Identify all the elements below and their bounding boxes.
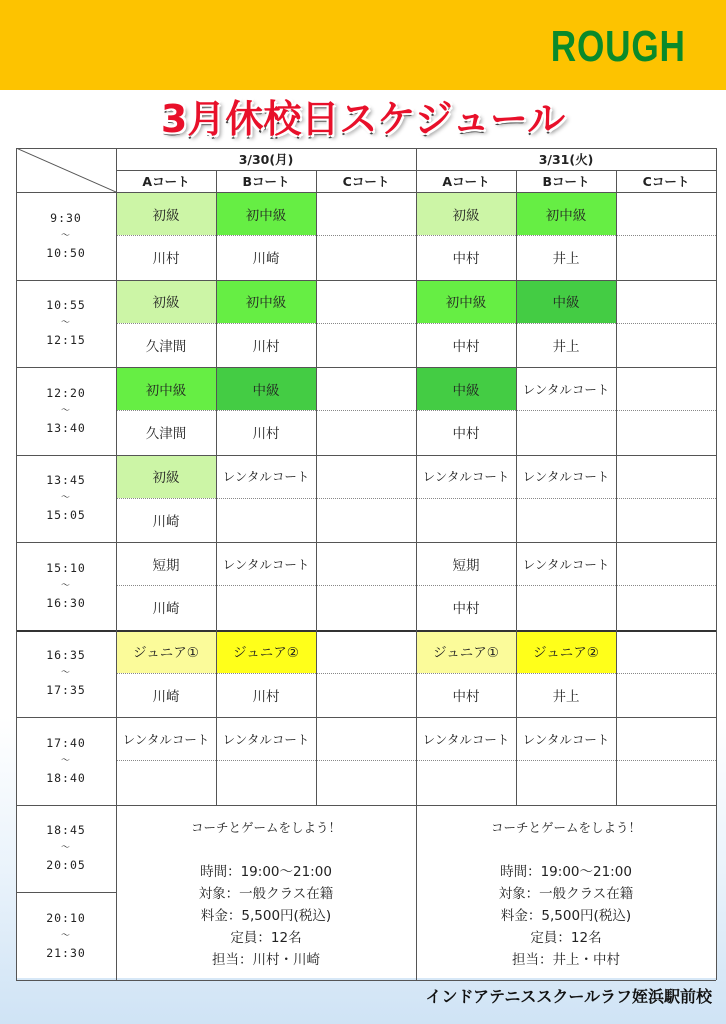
event-line: 担当：川村・川崎: [212, 951, 320, 968]
event-line: 担当：井上・中村: [512, 951, 620, 968]
class-cell: レンタルコート: [522, 731, 610, 747]
coach-cell: 川崎: [252, 251, 280, 268]
coach-cell: [216, 498, 316, 543]
coach-cell: [616, 585, 716, 630]
grid-line: [16, 148, 716, 149]
brand-logo: ROUGH: [550, 22, 686, 71]
coach-cell: [316, 235, 416, 280]
time-separator: 〜: [60, 843, 71, 854]
time-end: 18:40: [46, 770, 86, 785]
coach-cell: 川崎: [152, 688, 180, 705]
coach-cell: [316, 410, 416, 455]
class-cell: 短期: [452, 557, 480, 574]
class-cell: 初中級: [516, 192, 616, 235]
time-start: 15:10: [46, 560, 86, 575]
time-separator: 〜: [60, 230, 71, 241]
court-header: Bコート: [542, 174, 590, 189]
class-cell: レンタルコート: [222, 556, 310, 572]
coach-cell: [316, 673, 416, 718]
coach-cell: [516, 498, 616, 543]
time-slot: [16, 805, 116, 893]
coach-cell: [616, 410, 716, 455]
schedule-table: [16, 148, 716, 978]
class-cell: 中級: [516, 280, 616, 323]
coach-cell: [316, 760, 416, 805]
class-cell: 初級: [116, 280, 216, 323]
class-cell: [616, 630, 716, 673]
coach-cell: [416, 760, 516, 805]
class-cell: [316, 630, 416, 673]
coach-cell: 川村: [252, 338, 280, 355]
class-cell: ジュニア①: [416, 630, 516, 673]
coach-cell: 川村: [252, 688, 280, 705]
class-cell: レンタルコート: [222, 469, 310, 484]
time-slot: [16, 455, 116, 543]
grid-line: [16, 892, 116, 893]
class-cell: 初中級: [416, 280, 516, 323]
class-cell: 中級: [416, 367, 516, 410]
class-cell: [616, 542, 716, 585]
time-end: 15:05: [46, 508, 86, 523]
class-cell: 初中級: [116, 367, 216, 410]
time-separator: 〜: [60, 405, 71, 416]
grid-line: [16, 630, 716, 632]
class-cell: レンタルコート: [122, 731, 210, 747]
time-slot: [16, 542, 116, 630]
time-end: 21:30: [46, 945, 86, 960]
grid-line: [616, 170, 617, 805]
coach-cell: [216, 585, 316, 630]
class-cell: [616, 280, 716, 323]
event-line: 料金：5,500円(税込): [200, 907, 332, 924]
time-start: 17:40: [46, 735, 86, 750]
class-cell: 短期: [152, 557, 180, 574]
class-cell: ジュニア②: [216, 630, 316, 673]
date-header: 3/31(火): [538, 152, 594, 167]
event-line: 対象：一般クラス在籍: [198, 885, 334, 902]
time-separator: 〜: [60, 930, 71, 941]
coach-cell: [616, 235, 716, 280]
coach-cell: [116, 760, 216, 805]
class-cell: レンタルコート: [522, 556, 610, 572]
time-start: 20:10: [46, 910, 86, 925]
coach-cell: 中村: [452, 426, 480, 443]
time-start: 12:20: [46, 385, 86, 400]
class-cell: [616, 367, 716, 410]
class-cell: [316, 717, 416, 760]
coach-cell: [316, 323, 416, 368]
class-cell: 初中級: [216, 280, 316, 323]
coach-cell: 井上: [552, 251, 580, 268]
class-cell: [316, 542, 416, 585]
time-separator: 〜: [60, 318, 71, 329]
grid-line: [416, 148, 417, 980]
court-header: Aコート: [142, 174, 190, 189]
court-header: Bコート: [242, 174, 290, 189]
court-header: Cコート: [642, 174, 690, 189]
time-end: 16:30: [46, 595, 86, 610]
coach-cell: 久津間: [145, 426, 187, 443]
event-line: [116, 839, 416, 861]
time-slot: [16, 717, 116, 805]
grid-line: [16, 148, 17, 980]
time-slot: [16, 192, 116, 280]
time-end: 17:35: [46, 683, 86, 698]
time-separator: 〜: [60, 493, 71, 504]
time-end: 12:15: [46, 333, 86, 348]
coach-cell: 久津間: [145, 338, 187, 355]
grid-line: [16, 717, 716, 718]
class-cell: 初級: [116, 455, 216, 498]
coach-cell: [316, 498, 416, 543]
evening-event: [416, 817, 716, 980]
class-cell: [616, 192, 716, 235]
class-cell: [316, 455, 416, 498]
coach-cell: 井上: [552, 338, 580, 355]
evening-event: [116, 817, 416, 980]
event-line: [416, 839, 716, 861]
class-cell: レンタルコート: [222, 731, 310, 747]
court-header: Aコート: [442, 174, 490, 189]
class-cell: 初中級: [216, 192, 316, 235]
class-cell: レンタルコート: [422, 731, 510, 747]
grid-line: [16, 367, 716, 368]
grid-line: [116, 148, 117, 980]
time-slot: [16, 367, 116, 455]
grid-line: [16, 542, 716, 543]
grid-line: [16, 192, 716, 193]
coach-cell: 中村: [452, 338, 480, 355]
time-slot: [16, 280, 116, 368]
class-cell: 初級: [116, 192, 216, 235]
event-line: コーチとゲームをしよう！: [490, 819, 641, 835]
grid-line: [16, 980, 716, 981]
time-end: 13:40: [46, 420, 86, 435]
class-cell: 中級: [216, 367, 316, 410]
event-line: 時間：19:00〜21:00: [200, 863, 332, 880]
time-separator: 〜: [60, 668, 71, 679]
time-start: 10:55: [46, 298, 86, 313]
time-slot: [16, 892, 116, 980]
coach-cell: [616, 323, 716, 368]
grid-line: [716, 148, 717, 980]
coach-cell: [516, 410, 616, 455]
school-name: インドアテニススクールラフ姪浜駅前校: [425, 987, 712, 1006]
event-line: 時間：19:00〜21:00: [500, 863, 632, 880]
class-cell: レンタルコート: [522, 469, 610, 484]
class-cell: 初級: [416, 192, 516, 235]
time-start: 16:35: [46, 648, 86, 663]
class-cell: [316, 280, 416, 323]
court-header: Cコート: [342, 174, 390, 189]
time-separator: 〜: [60, 580, 71, 591]
time-start: 13:45: [46, 473, 86, 488]
time-slot: [16, 630, 116, 718]
time-end: 10:50: [46, 245, 86, 260]
page-title: 3月休校日スケジュール: [160, 97, 566, 141]
time-start: 9:30: [50, 210, 82, 225]
coach-cell: [516, 585, 616, 630]
grid-line: [316, 170, 317, 805]
coach-cell: [516, 760, 616, 805]
class-cell: [616, 455, 716, 498]
date-header: 3/30(月): [238, 152, 294, 167]
class-cell: ジュニア②: [516, 630, 616, 673]
time-separator: 〜: [60, 755, 71, 766]
coach-cell: 川崎: [152, 513, 180, 530]
coach-cell: 川村: [252, 426, 280, 443]
coach-cell: [616, 760, 716, 805]
coach-cell: 井上: [552, 688, 580, 705]
class-cell: ジュニア①: [116, 630, 216, 673]
event-line: 対象：一般クラス在籍: [498, 885, 634, 902]
coach-cell: [416, 498, 516, 543]
coach-cell: [216, 760, 316, 805]
event-line: 定員：12名: [530, 929, 602, 946]
coach-cell: [616, 673, 716, 718]
grid-line: [16, 805, 716, 806]
corner-diagonal: [16, 148, 116, 192]
event-line: 料金：5,500円(税込): [500, 907, 632, 924]
class-cell: [316, 367, 416, 410]
coach-cell: 中村: [452, 688, 480, 705]
class-cell: [316, 192, 416, 235]
grid-line: [216, 170, 217, 805]
coach-cell: 川村: [152, 251, 180, 268]
class-cell: レンタルコート: [522, 381, 610, 397]
coach-cell: 中村: [452, 601, 480, 618]
coach-cell: [316, 585, 416, 630]
grid-line: [516, 170, 517, 805]
coach-cell: 川崎: [152, 601, 180, 618]
time-start: 18:45: [46, 823, 86, 838]
event-line: 定員：12名: [230, 929, 302, 946]
event-line: コーチとゲームをしよう！: [190, 819, 341, 835]
grid-line: [16, 280, 716, 281]
class-cell: レンタルコート: [422, 469, 510, 484]
coach-cell: 中村: [452, 251, 480, 268]
grid-line: [16, 455, 716, 456]
class-cell: [616, 717, 716, 760]
coach-cell: [616, 498, 716, 543]
time-end: 20:05: [46, 858, 86, 873]
